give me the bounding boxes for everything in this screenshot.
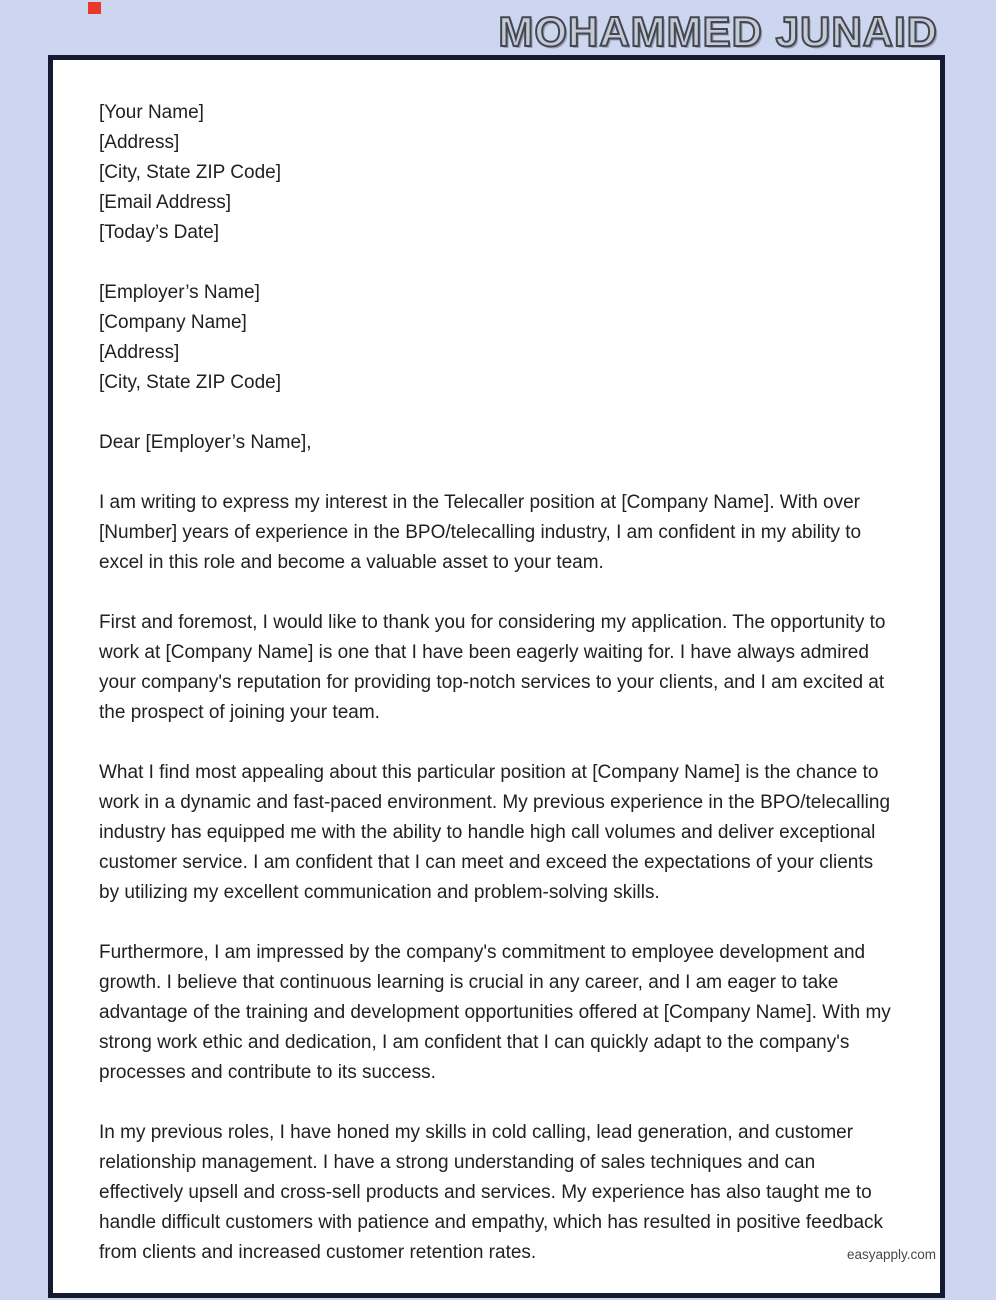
paragraph-previous-roles: In my previous roles, I have honed my skills in cold calling, lead generation, and customer relationship management. I have a strong understanding of sales techniques and can effectively upsell and cross-sell products and services. My experience has also taught me to handle difficult customers with patience and empathy, which has resulted in positive feedback from clients and increased customer retention rates. — [99, 1122, 884, 1263]
letter-date: [Today’s Date] — [99, 222, 220, 243]
recipient-address: [Address] — [99, 342, 180, 363]
recipient-name: [Employer’s Name] — [99, 282, 260, 303]
salutation: Dear [Employer’s Name], — [99, 432, 312, 453]
red-accent-square — [88, 2, 101, 14]
author-name: MOHAMMED JUNAID — [498, 8, 938, 55]
recipient-city-state-zip: [City, State ZIP Code] — [99, 372, 281, 393]
sender-name: [Your Name] — [99, 102, 204, 123]
recipient-address-block — [99, 278, 895, 398]
recipient-company: [Company Name] — [99, 312, 247, 333]
paragraph-gratitude: First and foremost, I would like to thank you for considering my application. The opportunity to work at [Company Name] is one that I have been eagerly waiting for. I have always admired your company's reputation for providing top-notch services to your clients, and I am excited at the prospect of joining your team. — [99, 612, 886, 723]
sender-address: [Address] — [99, 132, 180, 153]
paragraph-introduction: I am writing to express my interest in the Telecaller position at [Company Name]. With over [Number] years of experience in the BPO/telecalling industry, I am confident in my ability to excel in this role and become a valuable asset to your team. — [99, 492, 862, 573]
sender-address-block — [99, 98, 895, 248]
watermark-text: easyapply.com — [846, 1247, 936, 1262]
paragraph-company-growth: Furthermore, I am impressed by the company's commitment to employee development and growth. I believe that continuous learning is crucial in any career, and I am eager to take advantage of the training and development opportunities offered at [Company Name]. With my strong work ethic and dedication, I am confident that I can quickly adapt to the company's processes and contribute to its success. — [99, 942, 891, 1083]
letter-page — [48, 55, 945, 1298]
paragraph-position-appeal: What I find most appealing about this particular position at [Company Name] is the chance to work in a dynamic and fast-paced environment. My previous experience in the BPO/telecalling industry has equipped me with the ability to handle high call volumes and deliver exceptional customer service. I am confident that I can meet and exceed the expectations of your clients by utilizing my excellent communication and problem-solving skills. — [99, 762, 891, 903]
letter-content — [53, 60, 940, 1268]
sender-city-state-zip: [City, State ZIP Code] — [99, 162, 281, 183]
sender-email: [Email Address] — [99, 192, 231, 213]
